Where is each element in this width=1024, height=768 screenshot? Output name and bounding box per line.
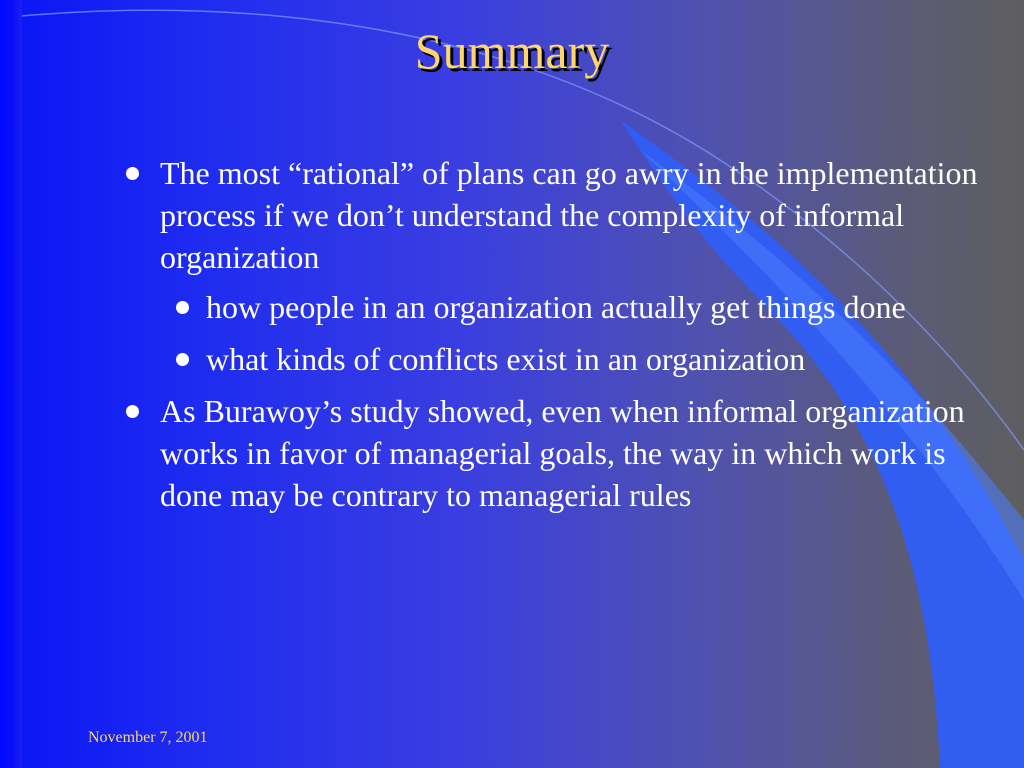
- slide-title: Summary: [414, 23, 610, 79]
- bullet-list: [120, 152, 980, 526]
- bullet-item: [120, 152, 980, 380]
- sub-bullet-icon: [176, 301, 189, 314]
- sub-bullet-text: how people in an organization actually get things done: [206, 289, 906, 325]
- sub-bullet-icon: [176, 353, 189, 366]
- bullet-icon: [126, 405, 139, 418]
- sub-bullet-list: [160, 286, 980, 380]
- sub-bullet-text: what kinds of conflicts exist in an organization: [206, 341, 806, 377]
- footer-date: November 7, 2001: [88, 729, 208, 746]
- bullet-item: [120, 390, 980, 516]
- bullet-text: The most “rational” of plans can go awry in the implementation process if we don’t understand the complexity of informal organization: [160, 155, 978, 275]
- sub-bullet-item: [160, 286, 980, 328]
- left-stripe: [0, 0, 22, 768]
- bullet-text: As Burawoy’s study showed, even when informal organization works in favor of managerial goals, the way in which work is done may be contrary to managerial rules: [160, 393, 965, 513]
- bullet-icon: [126, 167, 139, 180]
- sub-bullet-item: [160, 338, 980, 380]
